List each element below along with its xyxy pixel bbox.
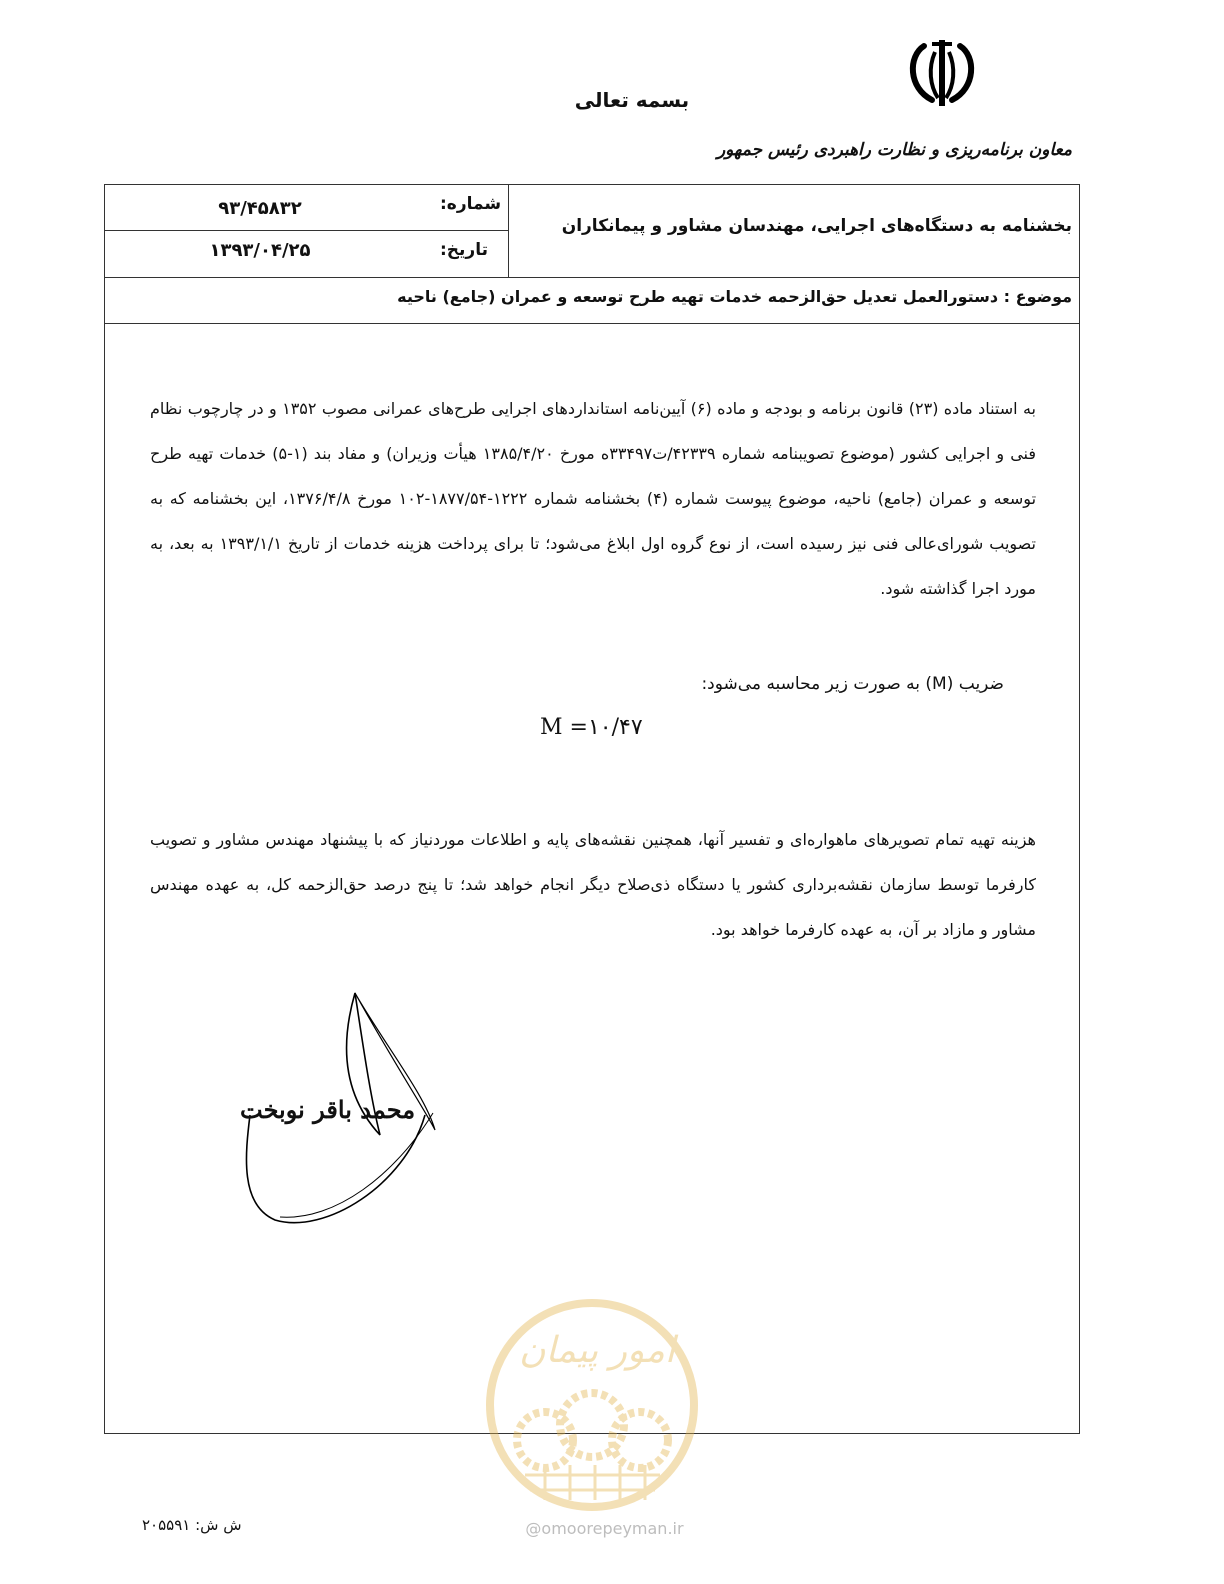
- date-label: تاریخ:: [440, 240, 488, 260]
- table-divider: [104, 323, 1080, 324]
- table-divider: [104, 277, 1080, 278]
- basmala-heading: بسمه تعالی: [574, 88, 690, 112]
- watermark-website: @omoorepeyman.ir: [525, 1519, 684, 1538]
- signer-name: محمد باقر نوبخت: [240, 1095, 416, 1124]
- number-value: ۹۳/۴۵۸۳۲: [218, 198, 302, 219]
- body-paragraph: هزینه تهیه تمام تصویرهای ماهواره‌ای و تفسیر آنها، همچنین نقشه‌های پایه و اطلاعات موردنیاز که با پیشنهاد مهندس مشاور و تصویب کارفرما توسط سازمان نقشه‌برداری کشور یا دستگاه ذی‌صلاح دیگر انجام خواهد شد؛ تا پنج درصد حق‌الزحمه کل، به عهده مهندس مشاور و مازاد بر آن، به عهده کارفرما خواهد بود.: [150, 830, 1036, 939]
- watermark-logo: [485, 1290, 700, 1525]
- organization-name: معاون برنامه‌ریزی و نظارت راهبردی رئیس جمهور: [716, 140, 1072, 160]
- date-value: ۱۳۹۳/۰۴/۲۵: [209, 240, 311, 261]
- subject-line: موضوع : دستورالعمل تعدیل حق‌الزحمه خدمات تهیه طرح توسعه و عمران (جامع) ناحیه: [397, 287, 1072, 306]
- letter-frame: [104, 184, 1080, 1434]
- recipients-line: بخشنامه به دستگاه‌های اجرایی، مهندسان مشاور و پیمانکاران: [561, 216, 1072, 236]
- number-label: شماره:: [440, 194, 502, 214]
- coefficient-formula: M =۱۰/۴۷: [540, 715, 643, 740]
- body-paragraph: به استناد ماده (۲۳) قانون برنامه و بودجه و ماده (۶) آیین‌نامه استانداردهای اجرایی طرح‌های عمرانی مصوب ۱۳۵۲ و در چارچوب نظام فنی و اجرایی کشور (موضوع تصویبنامه شماره ۴۲۳۳۹/ت۳۳۴۹۷ه مورخ ۱۳۸۵/۴/۲۰ هیأت وزیران) و مفاد بند (۱-۵) خدمات تهیه طرح توسعه و عمران (جامع) ناحیه، موضوع پیوست شماره (۴) بخشنامه شماره ۱۲۲۲-۱۸۷۷/۵۴-۱۰۲ مورخ ۱۳۷۶/۴/۸، این بخشنامه که به تصویب شورای‌عالی فنی نیز رسیده است، از نوع گروه اول ابلاغ می‌شود؛ تا برای پرداخت هزینه خدمات از تاریخ ۱۳۹۳/۱/۱ به بعد، به مورد اجرا گذاشته شود.: [150, 399, 1037, 598]
- coefficient-text: ضریب (M) به صورت زیر محاسبه می‌شود:: [701, 674, 1004, 694]
- table-divider: [104, 230, 508, 231]
- watermark-text: امور پیمان: [519, 1330, 675, 1371]
- serial-number: ش ش: ۲۰۵۵۹۱: [142, 1516, 242, 1534]
- table-divider: [508, 184, 509, 277]
